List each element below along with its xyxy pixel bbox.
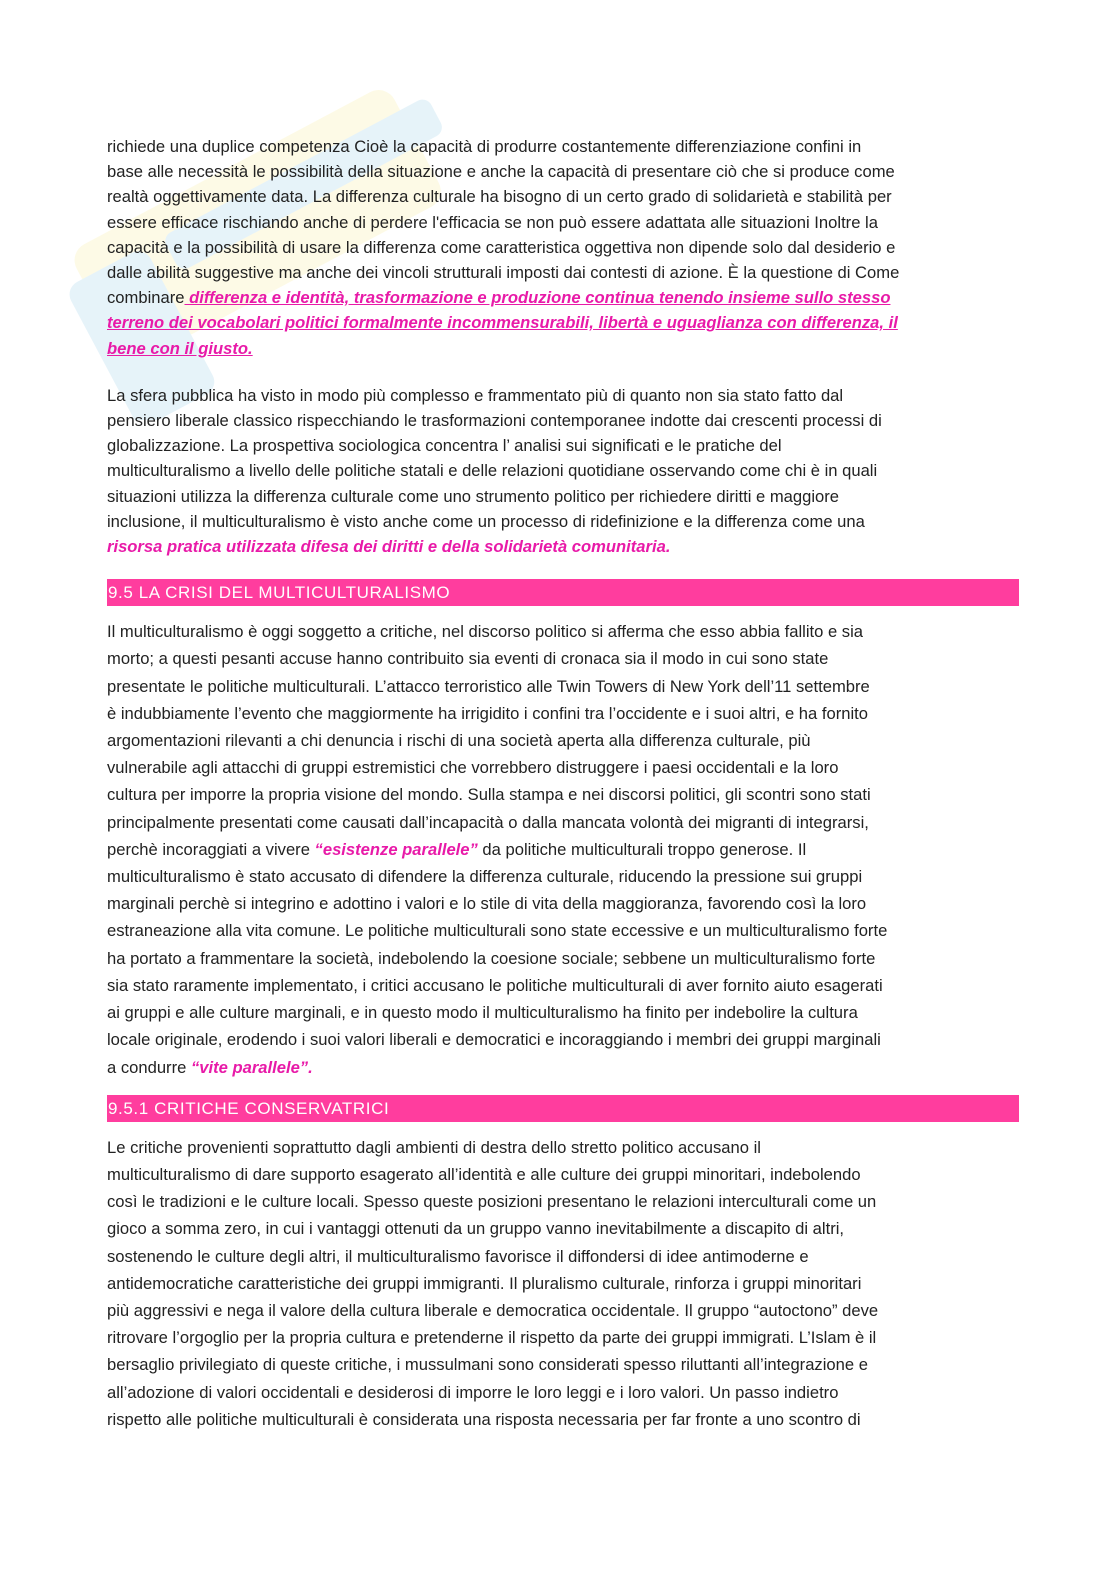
paragraph-4: Le critiche provenienti soprattutto dagli ambienti di destra dello stretto politico accusano il multiculturalismo di dare supporto esagerato all’identità e alle culture dei gruppi minoritari, indebolendo così le tradizioni e le culture locali. Spesso queste posizioni presentano le relazioni interculturali come un gioco a somma zero, in cui i vantaggi ottenuti da un gruppo vanno inevitabilmente a discapito di altri, sostenendo le culture degli altri, il multiculturalismo favorisce il diffondersi di idee antimoderne e antidemocratiche caratteristiche dei gruppi immigranti. Il pluralismo culturale, rinforza i gruppi minoritari più aggressivi e nega il valore della cultura liberale e democratica occidentale. Il gruppo “autoctono” deve ritrovare l’orgoglio per la propria cultura e pretenderne il rispetto da parte dei gruppi immigrati. L’Islam è il bersaglio privilegiato di queste critiche, i mussulmani sono considerati spesso riluttanti all’integrazione e all’adozione di valori occidentali e desiderosi di imporre le loro leggi e i loro valori. Un passo indietro rispetto alle politiche multiculturali è considerata una risposta necessaria per far fronte a uno scontro di xyxy=(107,1137,879,1429)
paragraph-3: Il multiculturalismo è oggi soggetto a critiche, nel discorso politico si afferma che esso abbia fallito e sia morto; a questi pesanti accuse hanno contribuito sia eventi di cronaca sia il modo in cui sono state presentate le politiche multiculturali. L’attacco terroristico alle Twin Towers di New York dell’11 settembre è indubbiamente l’evento che maggiormente ha irrigidito i confini tra l’occidente e i suoi altri, e ha fornito argomentazioni rilevanti a chi denuncia i rischi di una società aperta alla differenza culturale, più vulnerabile agli attacchi di gruppi estremistici che vorrebbero distruggere i paesi occidentali e la loro cultura per imporre la propria visione del mondo. Sulla stampa e nei discorsi politici, gli scontri sono stati principalmente presentati come causati dall’incapacità o dalla mancata volontà dei migranti di integrarsi, perchè incoraggiati a vivere “esistenze parallele” da politiche multiculturali troppo generose. Il multiculturalismo è stato accusato di difendere la differenza culturale, riducendo la pressione sui gruppi marginali perchè si integrino e adottino i valori e lo stile di vita della maggioranza, favorendo così la loro estraneazione alla vita comune. Le politiche multiculturali sono state eccessive e un multiculturalismo forte ha portato a frammentare la società, indebolendo la coesione sociale; sebbene un multiculturalismo forte sia stato raramente implementato, i critici accusano le politiche multiculturali di aver fornito aiuto esagerati ai gruppi e alle culture marginali, e in questo modo il multiculturalismo ha finito per indebolire la cultura locale originale, erodendo i suoi valori liberali e democratici e incoraggiando i membri dei gruppi marginali a condurre “vite parallele”. xyxy=(107,622,888,1077)
highlight-text: “vite parallele”. xyxy=(190,1057,313,1077)
document-page xyxy=(107,134,1019,1433)
section-heading: 9.5.1 CRITICHE CONSERVATRICI xyxy=(107,1095,1019,1122)
highlight-text: risorsa pratica utilizzata difesa dei diritti e della solidarietà comunitaria. xyxy=(107,537,671,557)
highlight-text: terreno dei vocabolari politici formalmente incommensurabili, libertà e uguaglianza con differenza, il xyxy=(107,313,898,333)
section-heading: 9.5 LA CRISI DEL MULTICULTURALISMO xyxy=(107,579,1019,606)
highlight-text: differenza e identità, trasformazione e produzione continua tenendo insieme sullo stesso xyxy=(184,288,891,308)
paragraph-1: richiede una duplice competenza Cioè la capacità di produrre costantemente differenziazione confini in base alle necessità le possibilità della situazione e anche la capacità di presentare ciò che si produce come realtà oggettivamente data. La differenza culturale ha bisogno di un certo grado di solidarietà e stabilità per essere efficace rischiando anche di perdere l'efficacia se non può essere adattata alle situazioni Inoltre la capacità e la possibilità di usare la differenza come caratteristica oggettiva non dipende solo dal desiderio e dalle abilità suggestive ma anche dei vincoli strutturali imposti dai contesti di azione. È la questione di Come combinare differenza e identità, trasformazione e produzione continua tenendo insieme sullo stesso terreno dei vocabolari politici formalmente incommensurabili, libertà e uguaglianza con differenza, il bene con il giusto. xyxy=(107,137,900,358)
paragraph-2: La sfera pubblica ha visto in modo più complesso e frammentato più di quanto non sia stato fatto dal pensiero liberale classico rispecchiando le trasformazioni contemporanee indotte dai crescenti processi di globalizzazione. La prospettiva sociologica concentra l’ analisi sui significati e le pratiche del multiculturalismo a livello delle politiche statali e delle relazioni quotidiane osservando come chi è in quali situazioni utilizza la differenza culturale come uno strumento politico per richiedere diritti e maggiore inclusione, il multiculturalismo è visto anche come un processo di ridefinizione e la differenza come una risorsa pratica utilizzata difesa dei diritti e della solidarietà comunitaria. xyxy=(107,385,882,557)
highlight-text: bene con il giusto. xyxy=(107,338,253,358)
highlight-text: “esistenze parallele” xyxy=(314,839,478,859)
